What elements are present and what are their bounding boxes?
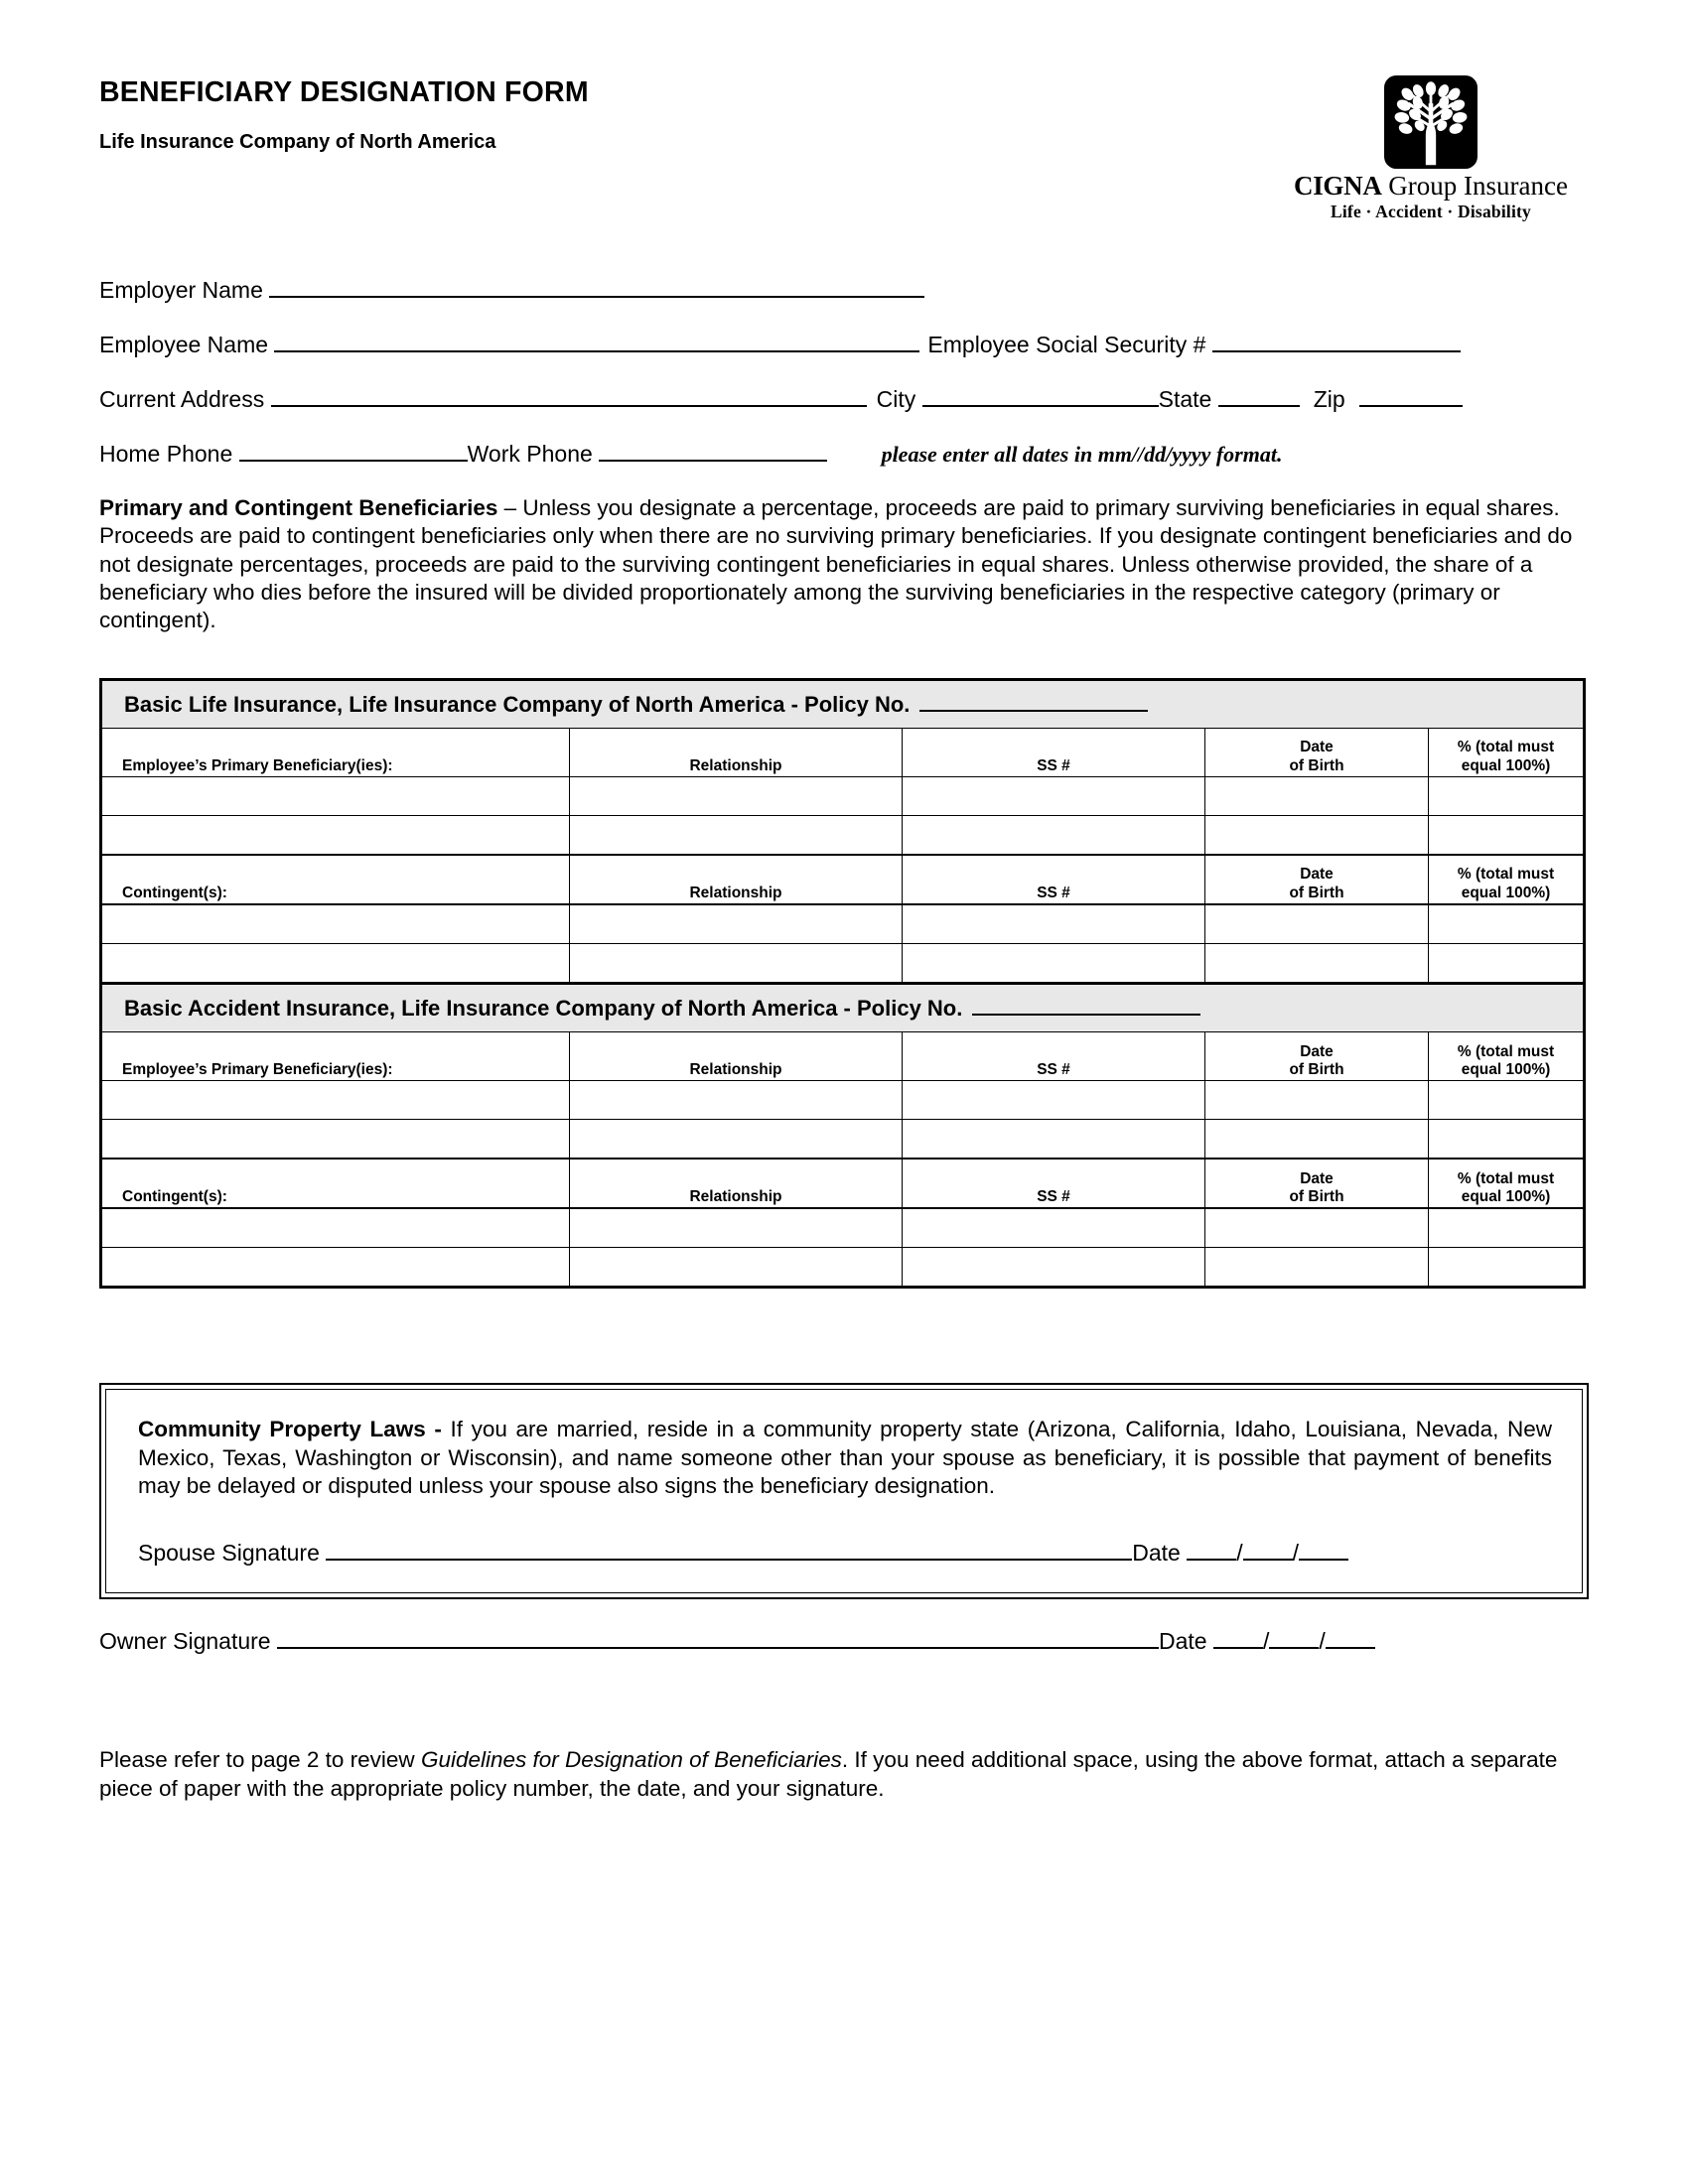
col-ssn-accident-contingent: SS #	[903, 1159, 1205, 1208]
cell-relationship[interactable]	[570, 944, 903, 984]
table-row	[101, 944, 1585, 984]
community-property-box	[99, 1383, 1589, 1599]
cell-relationship[interactable]	[570, 1081, 903, 1120]
employer-name-label: Employer Name	[99, 277, 263, 303]
col-dob-line2: of Birth	[1289, 885, 1344, 902]
column-header-row-accident-primary	[101, 1032, 1585, 1081]
cell-pct[interactable]	[1429, 777, 1585, 816]
home-phone-label: Home Phone	[99, 441, 233, 467]
spouse-signature-row	[138, 1539, 1552, 1567]
date-slash-1: /	[1262, 1628, 1270, 1654]
col-dob-accident-contingent	[1205, 1159, 1429, 1208]
footer-part2: . If you need additional space, using the above format, attach a separate piece of paper with the appropriate policy number, the date, and your signature.	[99, 1747, 1558, 1801]
cell-pct[interactable]	[1429, 1120, 1585, 1160]
col-dob-line1: Date	[1300, 1042, 1334, 1060]
cell-dob[interactable]	[1205, 777, 1429, 816]
company-subtitle: Life Insurance Company of North America	[99, 131, 496, 154]
cell-relationship[interactable]	[570, 904, 903, 944]
cigna-tree-logo-icon	[1384, 75, 1477, 169]
cell-ssn[interactable]	[903, 1081, 1205, 1120]
applicant-fields	[99, 276, 1589, 466]
col-pct-accident-primary	[1429, 1032, 1585, 1081]
logo-wordmark-cigna: CIGNA	[1294, 171, 1382, 201]
address-row	[99, 385, 1589, 411]
col-pct-life-contingent	[1429, 855, 1585, 904]
col-relationship-accident-primary: Relationship	[570, 1032, 903, 1081]
cell-dob[interactable]	[1205, 1208, 1429, 1248]
community-property-inner	[105, 1389, 1583, 1593]
section-title-life-wrap	[102, 681, 1583, 728]
community-property-heading: Community Property Laws -	[138, 1417, 442, 1442]
date-format-note: please enter all dates in mm//dd/yyyy format.	[881, 442, 1283, 467]
home-phone-input[interactable]	[239, 440, 468, 462]
state-input[interactable]	[1218, 385, 1300, 407]
footer-note	[99, 1746, 1589, 1803]
work-phone-label: Work Phone	[467, 441, 593, 467]
owner-date-day-input[interactable]	[1269, 1627, 1319, 1649]
section-header-row-accident	[101, 984, 1585, 1032]
date-slash-2: /	[1292, 1540, 1300, 1566]
spouse-date-month-input[interactable]	[1187, 1539, 1236, 1561]
table-row	[101, 816, 1585, 856]
cell-dob[interactable]	[1205, 816, 1429, 856]
cell-dob[interactable]	[1205, 1248, 1429, 1288]
col-primary-beneficiary-life: Employee’s Primary Beneficiary(ies):	[101, 729, 570, 777]
owner-signature-label: Owner Signature	[99, 1628, 271, 1654]
cell-dob[interactable]	[1205, 1081, 1429, 1120]
col-dob-life-primary	[1205, 729, 1429, 777]
col-dob-line1: Date	[1300, 866, 1334, 884]
cell-relationship[interactable]	[570, 1248, 903, 1288]
beneficiaries-intro-paragraph	[99, 494, 1589, 635]
employee-name-input[interactable]	[274, 331, 919, 352]
col-pct-line2: equal 100%)	[1461, 757, 1551, 775]
owner-signature-row	[99, 1627, 1589, 1655]
col-relationship-life-contingent: Relationship	[570, 855, 903, 904]
employee-ssn-input[interactable]	[1212, 331, 1461, 352]
col-pct-line1: % (total must	[1457, 1042, 1555, 1060]
beneficiaries-intro-heading: Primary and Contingent Beneficiaries	[99, 495, 498, 520]
cell-ssn[interactable]	[903, 1208, 1205, 1248]
logo-wordmark-rest: Group Insurance	[1381, 171, 1568, 201]
logo-wordmark	[1273, 172, 1589, 200]
spouse-date-day-input[interactable]	[1243, 1539, 1293, 1561]
cell-name[interactable]	[101, 1248, 570, 1288]
cell-pct[interactable]	[1429, 1208, 1585, 1248]
employee-name-row	[99, 331, 1589, 356]
col-pct-line1: % (total must	[1457, 1169, 1555, 1187]
cell-ssn[interactable]	[903, 816, 1205, 856]
city-input[interactable]	[922, 385, 1159, 407]
cell-name[interactable]	[101, 1081, 570, 1120]
employer-name-input[interactable]	[269, 276, 924, 298]
current-address-label: Current Address	[99, 386, 265, 412]
table-row	[101, 1208, 1585, 1248]
table-row	[101, 1120, 1585, 1160]
cigna-logo	[1273, 75, 1589, 222]
column-header-row-life-primary	[101, 729, 1585, 777]
cell-name[interactable]	[101, 1120, 570, 1160]
footer-part1: Please refer to page 2 to review	[99, 1747, 421, 1772]
zip-input[interactable]	[1359, 385, 1463, 407]
col-contingent-accident: Contingent(s):	[101, 1159, 570, 1208]
zip-label: Zip	[1313, 386, 1345, 412]
col-dob-line2: of Birth	[1289, 1188, 1344, 1206]
col-dob-accident-primary	[1205, 1032, 1429, 1081]
footer-italic-title: Guidelines for Designation of Beneficiaries	[420, 1747, 842, 1772]
city-label: City	[876, 386, 916, 412]
col-dob-line1: Date	[1300, 1169, 1334, 1187]
page-header	[99, 77, 1589, 224]
spouse-signature-label: Spouse Signature	[138, 1540, 320, 1566]
community-property-body: If you are married, reside in a community property state (Arizona, California, Idaho, Louisiana, Nevada, New Mexico, Texas, Washington or Wisconsin), and name someone other than your spouse as beneficiary, it is possible that payment of benefits may be delayed or disputed unless your spouse also signs the beneficiary designation.	[138, 1417, 1552, 1499]
owner-signature-input[interactable]	[277, 1627, 1159, 1649]
spouse-date-label: Date	[1132, 1540, 1181, 1566]
section-header-row-life	[101, 679, 1585, 728]
cell-pct[interactable]	[1429, 904, 1585, 944]
current-address-input[interactable]	[271, 385, 867, 407]
spouse-signature-input[interactable]	[326, 1539, 1132, 1561]
column-header-row-accident-contingent	[101, 1159, 1585, 1208]
employer-name-row	[99, 276, 1589, 302]
column-header-row-life-contingent	[101, 855, 1585, 904]
col-pct-line2: equal 100%)	[1461, 1061, 1551, 1079]
cell-ssn[interactable]	[903, 1248, 1205, 1288]
community-property-text	[138, 1416, 1552, 1501]
cell-name[interactable]	[101, 777, 570, 816]
col-pct-line1: % (total must	[1457, 866, 1555, 884]
employee-name-label: Employee Name	[99, 332, 269, 357]
col-ssn-life-contingent: SS #	[903, 855, 1205, 904]
section-header-cell-accident	[101, 984, 1585, 1032]
col-contingent-life: Contingent(s):	[101, 855, 570, 904]
cell-relationship[interactable]	[570, 777, 903, 816]
work-phone-input[interactable]	[599, 440, 827, 462]
section-title-accident: Basic Accident Insurance, Life Insurance Company of North America - Policy No.	[124, 996, 963, 1022]
policy-no-input-life[interactable]	[919, 692, 1148, 712]
beneficiaries-intro-body: – Unless you designate a percentage, proceeds are paid to primary surviving beneficiaries in equal shares. Proceeds are paid to contingent beneficiaries only when there are no surviving primary beneficiaries. If you designate contingent beneficiaries and do not designate percentages, proceeds are paid to the surviving contingent beneficiaries in equal shares. Unless otherwise provided, the share of a beneficiary who dies before the insured will be divided proportionately among the surviving beneficiaries in the respective category (primary or contingent).	[99, 495, 1573, 633]
col-pct-line2: equal 100%)	[1461, 1188, 1551, 1206]
col-pct-accident-contingent	[1429, 1159, 1585, 1208]
cell-relationship[interactable]	[570, 816, 903, 856]
col-dob-line1: Date	[1300, 739, 1334, 756]
owner-date-month-input[interactable]	[1213, 1627, 1263, 1649]
col-relationship-accident-contingent: Relationship	[570, 1159, 903, 1208]
cell-pct[interactable]	[1429, 1248, 1585, 1288]
employee-ssn-label: Employee Social Security #	[927, 332, 1206, 357]
section-title-accident-wrap	[102, 985, 1583, 1031]
col-ssn-accident-primary: SS #	[903, 1032, 1205, 1081]
table-row	[101, 1248, 1585, 1288]
beneficiary-table	[99, 678, 1586, 1290]
cell-pct[interactable]	[1429, 944, 1585, 984]
cell-name[interactable]	[101, 944, 570, 984]
col-dob-life-contingent	[1205, 855, 1429, 904]
cell-ssn[interactable]	[903, 777, 1205, 816]
cell-dob[interactable]	[1205, 1120, 1429, 1160]
cell-pct[interactable]	[1429, 1081, 1585, 1120]
table-row	[101, 1081, 1585, 1120]
phone-row	[99, 440, 1589, 466]
owner-date-label: Date	[1158, 1628, 1207, 1654]
col-pct-line2: equal 100%)	[1461, 885, 1551, 902]
cell-name[interactable]	[101, 904, 570, 944]
cell-ssn[interactable]	[903, 1120, 1205, 1160]
cell-ssn[interactable]	[903, 944, 1205, 984]
section-title-life: Basic Life Insurance, Life Insurance Company of North America - Policy No.	[124, 691, 911, 717]
cell-pct[interactable]	[1429, 816, 1585, 856]
cell-dob[interactable]	[1205, 944, 1429, 984]
spouse-date-year-input[interactable]	[1299, 1539, 1348, 1561]
section-header-cell-life	[101, 679, 1585, 728]
date-slash-1: /	[1236, 1540, 1243, 1566]
col-primary-beneficiary-accident: Employee’s Primary Beneficiary(ies):	[101, 1032, 570, 1081]
cell-dob[interactable]	[1205, 904, 1429, 944]
table-row	[101, 904, 1585, 944]
owner-date-year-input[interactable]	[1326, 1627, 1375, 1649]
col-relationship-life-primary: Relationship	[570, 729, 903, 777]
cell-name[interactable]	[101, 1208, 570, 1248]
cell-relationship[interactable]	[570, 1208, 903, 1248]
title-block	[99, 77, 589, 153]
state-label: State	[1158, 386, 1212, 412]
col-pct-line1: % (total must	[1457, 739, 1555, 756]
col-ssn-life-primary: SS #	[903, 729, 1205, 777]
table-row	[101, 777, 1585, 816]
policy-no-input-accident[interactable]	[972, 996, 1200, 1016]
date-slash-2: /	[1319, 1628, 1326, 1654]
col-pct-life-primary	[1429, 729, 1585, 777]
col-dob-line2: of Birth	[1289, 757, 1344, 775]
col-dob-line2: of Birth	[1289, 1061, 1344, 1079]
cell-name[interactable]	[101, 816, 570, 856]
logo-tagline: Life · Accident · Disability	[1331, 202, 1531, 222]
cell-ssn[interactable]	[903, 904, 1205, 944]
cell-relationship[interactable]	[570, 1120, 903, 1160]
page-title: BENEFICIARY DESIGNATION FORM	[99, 76, 589, 108]
